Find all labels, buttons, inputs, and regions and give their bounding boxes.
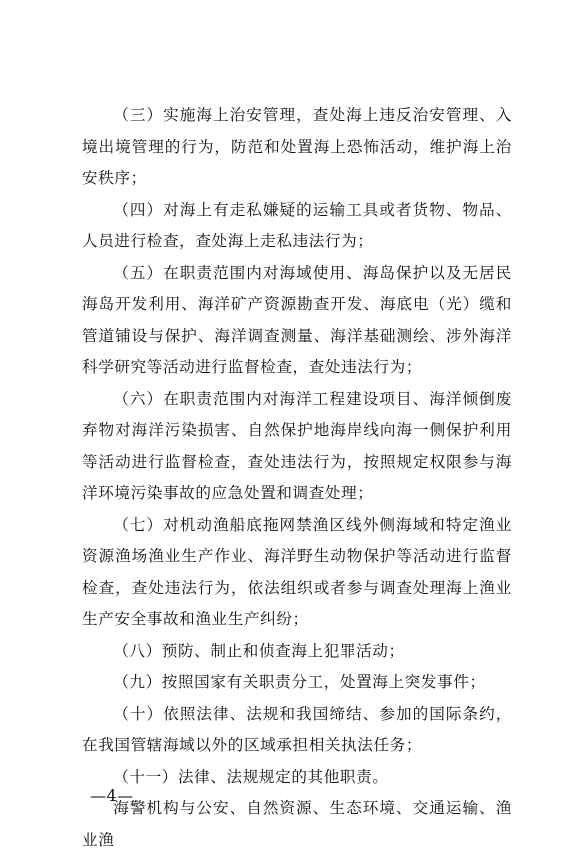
document-body [82,100,512,856]
paragraph-item-11: （十一）法律、法规规定的其他职责。 [113,767,389,786]
paragraph-item-5: （五）在职责范围内对海域使用、海岛保护以及无居民海岛开发利用、海洋矿产资源勘查开发、海底电（光）缆和管道铺设与保护、海洋调查测量、海洋基础测绘、涉外海洋科学研究等活动进行监督检查，查处违法行为； [82,263,512,376]
paragraph-item-9: （九）按照国家有关职责分工，处置海上突发事件； [113,673,486,691]
page-number: —4— [90,786,134,805]
paragraph-item-10: （十）依照法律、法规和我国缔结、参加的国际条约，在我国管辖海域以外的区域承担相关执法任务； [82,704,512,754]
paragraph-item-8: （八）预防、制止和侦查海上犯罪活动； [113,641,405,660]
paragraph-item-3: （三）实施海上治安管理，查处海上违反治安管理、入境出境管理的行为，防范和处置海上恐怖活动，维护海上治安秩序； [82,106,512,187]
paragraph-item-4: （四）对海上有走私嫌疑的运输工具或者货物、物品、人员进行检查，查处海上走私违法行为； [82,200,512,250]
paragraph-item-6: （六）在职责范围内对海洋工程建设项目、海洋倾倒废弃物对海洋污染损害、自然保护地海岸线向海一侧保护利用等活动进行监督检查，查处违法行为，按照规定权限参与海洋环境污染事故的应急处置和调查处理； [82,389,512,502]
paragraph-continuation: 海警机构与公安、自然资源、生态环境、交通运输、渔业渔 [82,799,512,849]
paragraph-item-7: （七）对机动渔船底拖网禁渔区线外侧海域和特定渔业资源渔场渔业生产作业、海洋野生动物保护等活动进行监督检查，查处违法行为，依法组织或者参与调查处理海上渔业生产安全事故和渔业生产纠纷； [82,515,512,628]
